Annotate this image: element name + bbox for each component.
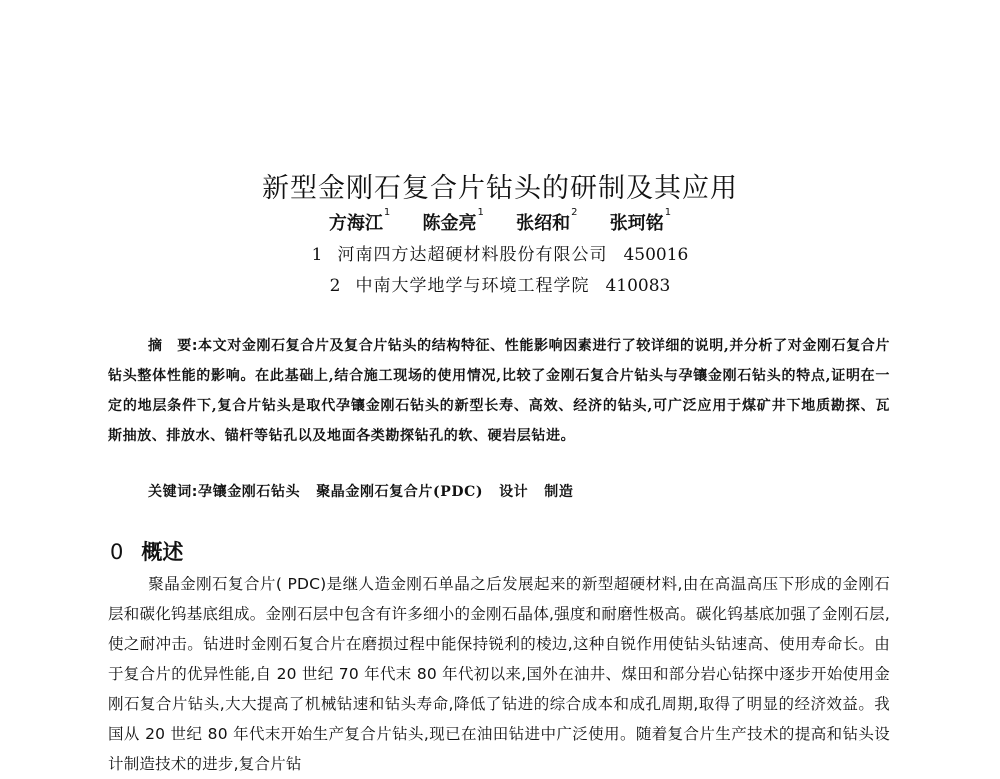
affiliation-postcode: 410083	[605, 276, 671, 296]
section-number: 0	[110, 540, 124, 564]
paper-title: 新型金刚石复合片钻头的研制及其应用	[262, 173, 738, 204]
keywords-label: 关键词:	[148, 484, 198, 500]
keyword: 孕镶金刚石钻头	[198, 484, 301, 500]
keyword: 聚晶金刚石复合片(PDC)	[316, 484, 484, 500]
author-name: 陈金亮	[422, 213, 477, 234]
body-paragraph	[108, 569, 890, 773]
author	[328, 207, 391, 234]
author-affil-mark: 1	[383, 207, 391, 218]
author	[609, 207, 672, 234]
affiliation-2	[0, 271, 1000, 296]
affiliation-org: 中南大学地学与环境工程学院	[355, 276, 590, 296]
author-name: 张珂铭	[609, 213, 664, 234]
author-name: 方海江	[328, 213, 383, 234]
paragraph-text: 聚晶金刚石复合片( PDC)是继人造金刚石单晶之后发展起来的新型超硬材料,由在高温高压下形成的金刚石层和碳化钨基底组成。金刚石层中包含有许多细小的金刚石晶体,强度和耐磨性极高。碳化钨基底加强了金刚石层,使之耐冲击。钻进时金刚石复合片在磨损过程中能保持锐利的棱边,这种自锐作用使钻头钻速高、使用寿命长。由于复合片的优异性能,自 20 世纪 70 年代末 80 年代初以来,国外在油井、煤田和部分岩心钻探中逐步开始使用金刚石复合片钻头,大大提高了机械钻速和钻头寿命,降低了钻进的综合成本和成孔周期,取得了明显的经济效益。我国从 20 世纪 80 年代末开始生产复合片钻头,现已在油田钻进中广泛使用。随着复合片生产技术的提高和钻头设计制造技术的进步,复合片钻	[108, 575, 890, 773]
abstract-text: 本文对金刚石复合片及复合片钻头的结构特征、性能影响因素进行了较详细的说明,并分析了对金刚石复合片钻头整体性能的影响。在此基础上,结合施工现场的使用情况,比较了金刚石复合片钻头与孕镶金刚石钻头的特点,证明在一定的地层条件下,复合片钻头是取代孕镶金刚石钻头的新型长寿、高效、经济的钻头,可广泛应用于煤矿井下地质勘探、瓦斯抽放、排放水、锚杆等钻孔以及地面各类勘探钻孔的软、硬岩层钻进。	[108, 338, 891, 444]
affiliation-org: 河南四方达超硬材料股份有限公司	[337, 245, 608, 265]
author	[422, 207, 484, 234]
keywords	[148, 481, 890, 501]
keyword: 制造	[544, 484, 574, 500]
affiliation-number: 2	[329, 276, 342, 296]
affiliation-1	[0, 240, 1000, 265]
author-list	[0, 209, 1000, 235]
section-title: 概述	[141, 540, 184, 564]
keyword: 设计	[499, 484, 529, 500]
abstract-label: 摘 要:	[148, 338, 199, 354]
author-affil-mark: 1	[477, 207, 484, 218]
affiliation-postcode: 450016	[623, 245, 689, 265]
affiliation-number: 1	[311, 245, 324, 265]
author-name: 张绍和	[516, 213, 571, 234]
author-affil-mark: 1	[664, 207, 672, 218]
abstract	[108, 331, 890, 451]
author-affil-mark: 2	[571, 207, 578, 218]
section-heading	[110, 536, 183, 566]
author	[516, 207, 578, 234]
